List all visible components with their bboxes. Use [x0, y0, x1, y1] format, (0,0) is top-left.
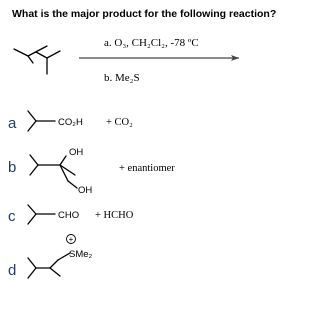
question-text: What is the major product for the following reaction? [12, 8, 277, 20]
option-a-group: CO₂H [58, 117, 83, 128]
alkene-bond-left-methyl [14, 49, 28, 56]
alkene-bond-right [47, 51, 60, 58]
alkene-bond-lower [28, 56, 33, 63]
option-d-letter: d [8, 262, 17, 279]
option-b-structure [30, 155, 77, 188]
starting-alkene [14, 46, 60, 74]
option-c-letter: c [8, 208, 16, 225]
option-b-extra: + enantiomer [119, 163, 175, 174]
condition-step-b: b. Me₂S [104, 72, 140, 84]
option-b[interactable] [8, 147, 175, 196]
option-d-structure [28, 253, 70, 278]
option-b-letter: b [8, 159, 17, 176]
option-b-group-top: OH [69, 147, 84, 158]
option-a-structure [28, 111, 55, 131]
option-a-letter: a [8, 115, 17, 132]
option-b-group-bottom: OH [78, 185, 93, 196]
option-c-extra: + HCHO [95, 210, 134, 221]
option-a[interactable] [8, 111, 133, 132]
option-d-group: SMe₂ [69, 249, 93, 260]
option-a-extra: + CO₂ [106, 117, 133, 128]
option-c-structure [28, 205, 55, 224]
alkene-bond-upper [28, 46, 47, 56]
alkene-bond-left [36, 52, 47, 58]
condition-step-a: a. O₃, CH₂Cl₂, -78 ºC [104, 37, 199, 49]
option-d[interactable] [8, 235, 93, 280]
option-d-charge: + [68, 235, 74, 244]
option-c[interactable] [8, 205, 134, 225]
option-c-group: CHO [58, 210, 80, 221]
